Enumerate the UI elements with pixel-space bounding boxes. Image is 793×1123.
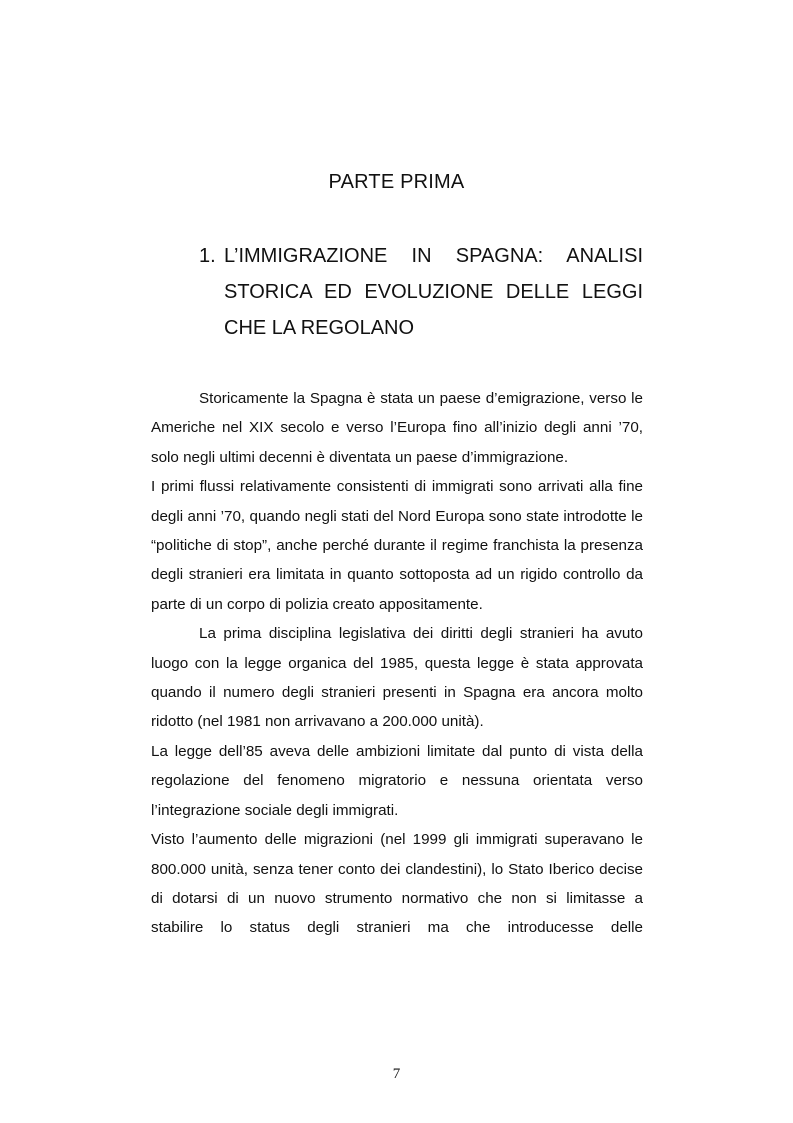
body-text: [151, 384, 643, 943]
chapter-title-line-3: CHE LA REGOLANO: [224, 317, 415, 339]
chapter-title-line-2: STORICA ED EVOLUZIONE DELLE LEGGI: [224, 281, 643, 303]
chapter-title-line-1: L’IMMIGRAZIONE IN SPAGNA: ANALISI: [224, 245, 643, 267]
part-title: [0, 171, 793, 194]
paragraph-4: La legge dell’85 aveva delle ambizioni limitate dal punto di vista della regolazione del fenomeno migratorio e nessuna orientata verso l’integrazione sociale degli immigrati.: [151, 742, 643, 819]
paragraph-2: I primi flussi relativamente consistenti di immigrati sono arrivati alla fine degli anni ’70, quando negli stati del Nord Europa sono state introdotte le “politiche di stop”, anche perché durante il regime franchista la presenza degli stranieri era limitata in quanto sottoposta ad un rigido controllo da parte di un corpo di polizia creato appositamente.: [151, 478, 643, 613]
chapter-number: 1.: [199, 245, 216, 267]
paragraph-1: Storicamente la Spagna è stata un paese d’emigrazione, verso le Americhe nel XIX secolo e verso l’Europa fino all’inizio degli anni ’70, solo negli ultimi decenni è diventata un paese d’immigrazione.: [151, 390, 643, 466]
chapter-heading: [199, 238, 643, 346]
paragraph-5: Visto l’aumento delle migrazioni (nel 1999 gli immigrati superavano le 800.000 unità, senza tener conto dei clandestini), lo Stato Iberico decise di dotarsi di un nuovo strumento normativo che non si limitasse a stabilire lo status degli stranieri ma che introducesse delle: [151, 831, 643, 937]
page-number: 7: [392, 1066, 401, 1082]
paragraph-3: La prima disciplina legislativa dei diritti degli stranieri ha avuto luogo con la legge organica del 1985, questa legge è stata approvata quando il numero degli stranieri presenti in Spagna era ancora molto ridotto (nel 1981 non arrivavano a 200.000 unità).: [151, 625, 643, 731]
part-title-text: PARTE PRIMA: [328, 171, 465, 193]
